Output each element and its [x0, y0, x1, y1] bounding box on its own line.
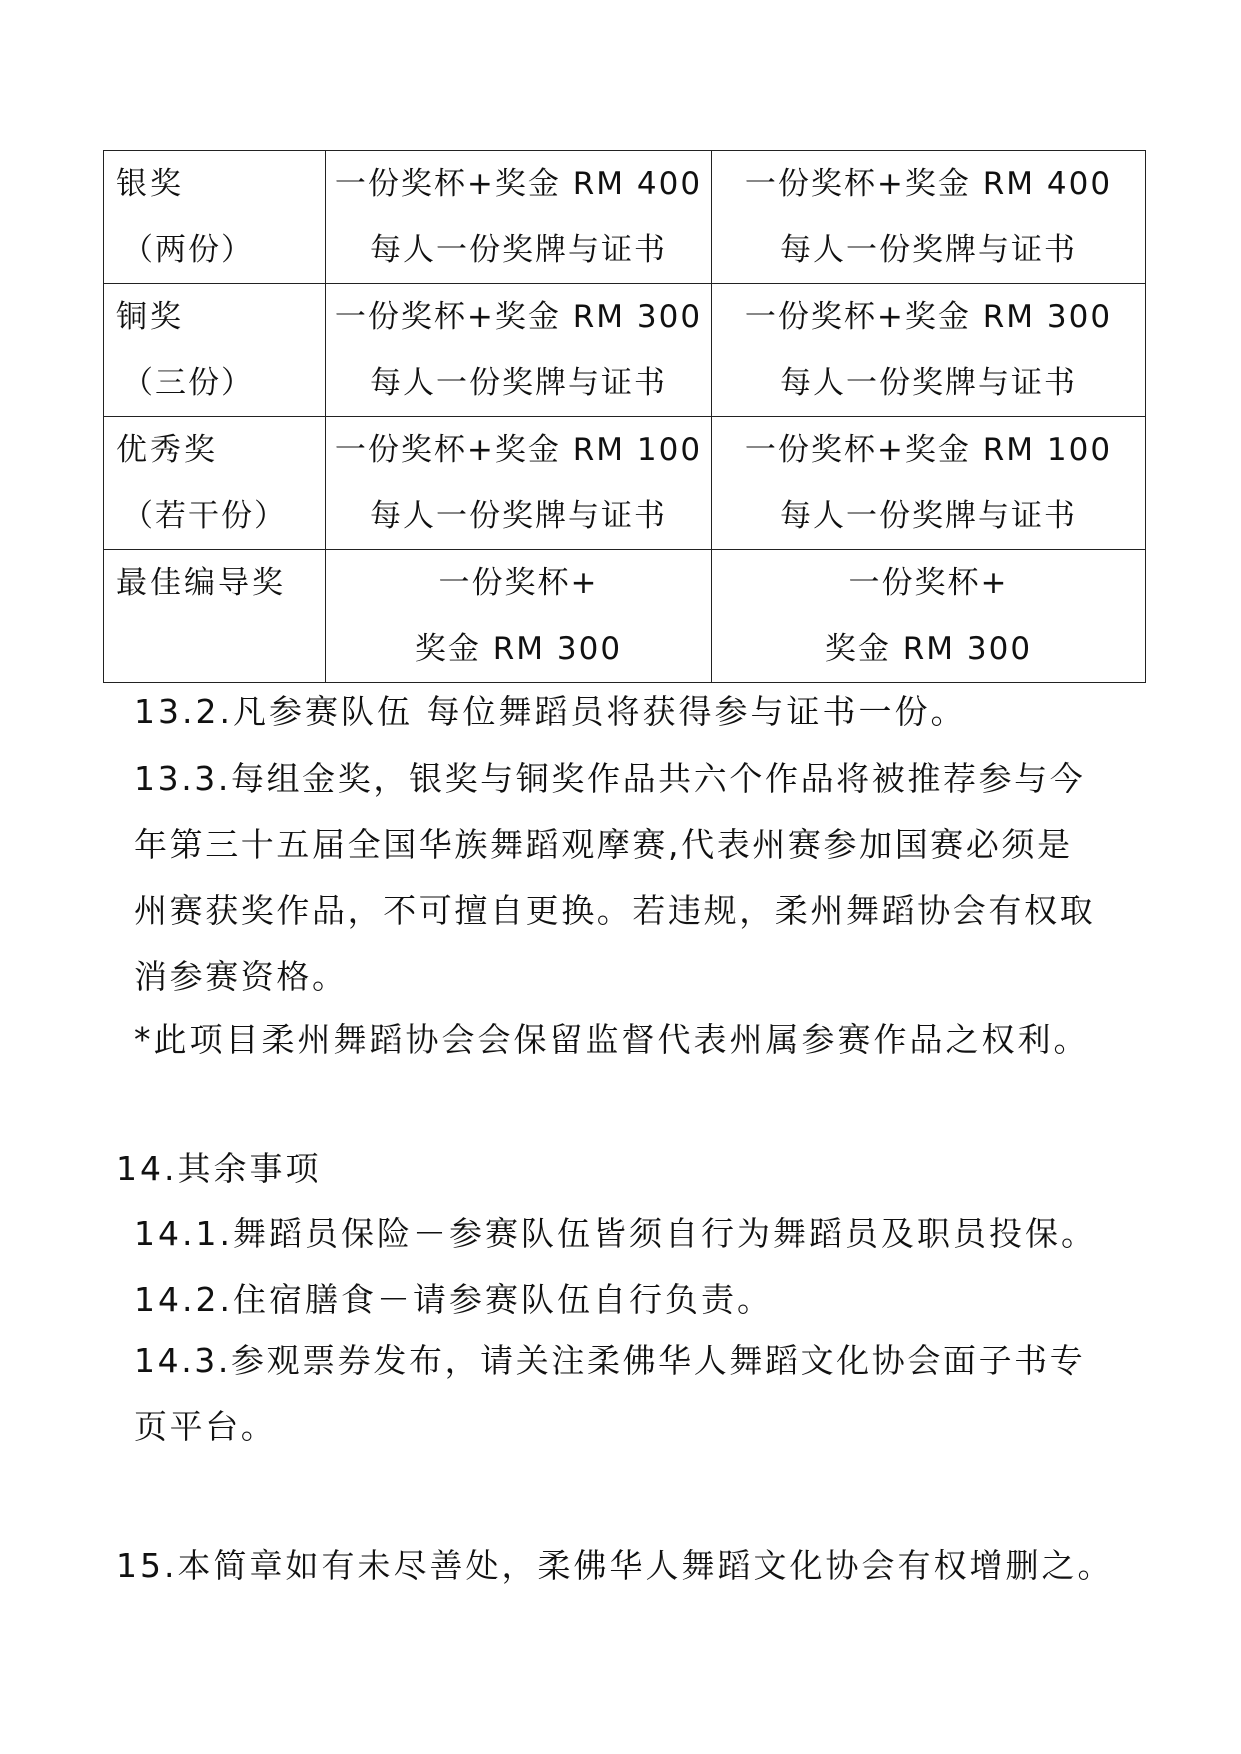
award-name-cell	[104, 550, 326, 683]
clause-line: 14.3.参观票券发布，请关注柔佛华人舞蹈文化协会面子书专	[134, 1341, 1086, 1380]
prize-cell	[712, 151, 1146, 284]
award-count: （两份）	[122, 232, 254, 268]
clause-14-2: 14.2.住宿膳食－请参赛队伍自行负责。	[134, 1280, 773, 1319]
prize-line: 一份奖杯+	[848, 565, 1009, 601]
section-14-heading: 14.其余事项	[116, 1149, 322, 1188]
prize-cell	[712, 284, 1146, 417]
award-name-cell	[104, 417, 326, 550]
prize-cell	[712, 550, 1146, 683]
prize-line: 一份奖杯+奖金 RM 100	[334, 432, 703, 468]
prize-line: 每人一份奖牌与证书	[780, 232, 1077, 268]
award-count: （若干份）	[122, 498, 287, 534]
award-count: （三份）	[122, 365, 254, 401]
clause-14-1: 14.1.舞蹈员保险－参赛队伍皆须自行为舞蹈员及职员投保。	[134, 1214, 1097, 1253]
table-row	[104, 284, 1146, 417]
prize-line: 每人一份奖牌与证书	[780, 365, 1077, 401]
table-row	[104, 550, 1146, 683]
prize-line: 每人一份奖牌与证书	[370, 365, 667, 401]
award-name: 银奖	[116, 166, 184, 202]
prize-line: 奖金 RM 300	[824, 631, 1033, 667]
prize-line: 一份奖杯+奖金 RM 100	[744, 432, 1113, 468]
section-15: 15.本简章如有未尽善处，柔佛华人舞蹈文化协会有权增删之。	[116, 1546, 1114, 1585]
clause-14-3	[134, 1328, 1134, 1460]
clause-line: 13.3.每组金奖，银奖与铜奖作品共六个作品将被推荐参与今	[134, 759, 1086, 798]
prize-cell	[326, 417, 712, 550]
prize-line: 一份奖杯+奖金 RM 300	[334, 299, 703, 335]
award-name: 最佳编导奖	[116, 565, 286, 601]
clause-line: 消参赛资格。	[134, 957, 348, 996]
prize-line: 每人一份奖牌与证书	[370, 498, 667, 534]
award-name-cell	[104, 284, 326, 417]
prize-line: 奖金 RM 300	[414, 631, 623, 667]
clause-line: 年第三十五届全国华族舞蹈观摩赛,代表州赛参加国赛必须是	[134, 825, 1073, 864]
clause-13-2: 13.2.凡参赛队伍 每位舞蹈员将获得参与证书一份。	[134, 692, 967, 731]
prize-line: 一份奖杯+奖金 RM 400	[334, 166, 703, 202]
prize-line: 一份奖杯+奖金 RM 400	[744, 166, 1113, 202]
table-row	[104, 417, 1146, 550]
table-row	[104, 151, 1146, 284]
award-name-cell	[104, 151, 326, 284]
clause-13-note: *此项目柔州舞蹈协会会保留监督代表州属参赛作品之权利。	[134, 1020, 1090, 1059]
prize-line: 一份奖杯+奖金 RM 300	[744, 299, 1113, 335]
prize-line: 一份奖杯+	[438, 565, 599, 601]
prize-line: 每人一份奖牌与证书	[780, 498, 1077, 534]
prize-cell	[326, 284, 712, 417]
prize-cell	[712, 417, 1146, 550]
prize-cell	[326, 550, 712, 683]
prize-line: 每人一份奖牌与证书	[370, 232, 667, 268]
clause-13-3	[134, 746, 1134, 1010]
award-name: 优秀奖	[116, 432, 218, 468]
prize-cell	[326, 151, 712, 284]
clause-line: 州赛获奖作品，不可擅自更换。若违规，柔州舞蹈协会有权取	[134, 891, 1096, 930]
award-name: 铜奖	[116, 299, 184, 335]
clause-line: 页平台。	[134, 1407, 277, 1446]
awards-table	[103, 150, 1146, 683]
